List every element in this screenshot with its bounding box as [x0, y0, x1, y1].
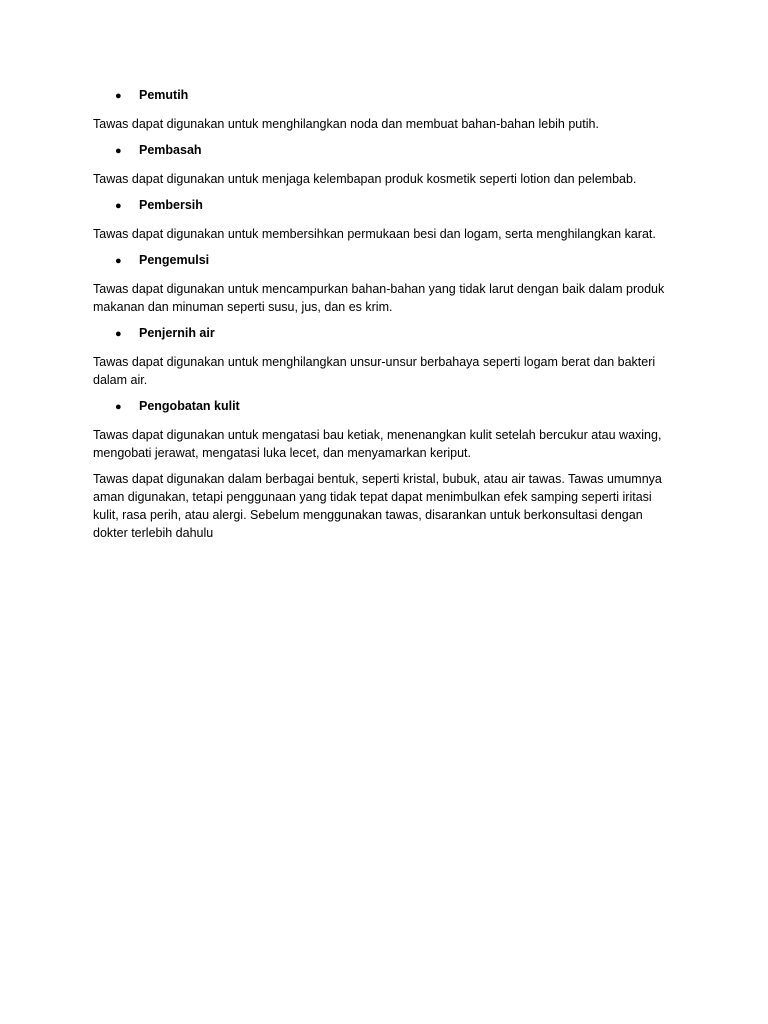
bullet-heading-pengobatan-kulit: [93, 397, 675, 416]
paragraph: Tawas dapat digunakan untuk menjaga kelembapan produk kosmetik seperti lotion dan pelembab.: [93, 172, 637, 186]
bullet-heading-label: Pembasah: [139, 143, 202, 157]
bullet-heading-penjernih-air: [93, 324, 675, 343]
document-page: [93, 86, 675, 550]
bullet-heading-pembasah: [93, 141, 675, 160]
paragraph: Tawas dapat digunakan untuk menghilangkan noda dan membuat bahan-bahan lebih putih.: [93, 117, 599, 131]
paragraph: Tawas dapat digunakan untuk mengatasi bau ketiak, menenangkan kulit setelah bercukur atau waxing, mengobati jerawat, mengatasi luka lecet, dan menyamarkan keriput.: [93, 428, 662, 460]
bullet-heading-pengemulsi: [93, 251, 675, 270]
paragraph: Tawas dapat digunakan untuk membersihkan permukaan besi dan logam, serta menghilangkan karat.: [93, 227, 656, 241]
bullet-heading-pemutih: [93, 86, 675, 105]
bullet-heading-label: Pembersih: [139, 198, 203, 212]
bullet-icon: ●: [115, 200, 122, 212]
bullet-icon: ●: [115, 401, 122, 413]
bullet-heading-label: Pengemulsi: [139, 253, 210, 267]
paragraph: Tawas dapat digunakan untuk mencampurkan bahan-bahan yang tidak larut dengan baik dalam produk makanan dan minuman seperti susu, jus, dan es krim.: [93, 282, 665, 314]
bullet-heading-label: Penjernih air: [139, 326, 215, 340]
bullet-icon: ●: [115, 145, 122, 157]
paragraph: Tawas dapat digunakan untuk menghilangkan unsur-unsur berbahaya seperti logam berat dan bakteri dalam air.: [93, 355, 656, 387]
bullet-heading-pembersih: [93, 196, 675, 215]
bullet-icon: ●: [115, 90, 122, 102]
bullet-icon: ●: [115, 328, 122, 340]
bullet-icon: ●: [115, 255, 122, 267]
bullet-heading-label: Pengobatan kulit: [139, 399, 240, 413]
closing-paragraph: Tawas dapat digunakan dalam berbagai bentuk, seperti kristal, bubuk, atau air tawas. Tawas umumnya aman digunakan, tetapi penggunaan yang tidak tepat dapat menimbulkan efek samping seperti iritasi kulit, rasa perih, atau alergi. Sebelum menggunakan tawas, disarankan untuk berkonsultasi dengan dokter terlebih dahulu: [93, 472, 662, 540]
bullet-heading-label: Pemutih: [139, 88, 189, 102]
